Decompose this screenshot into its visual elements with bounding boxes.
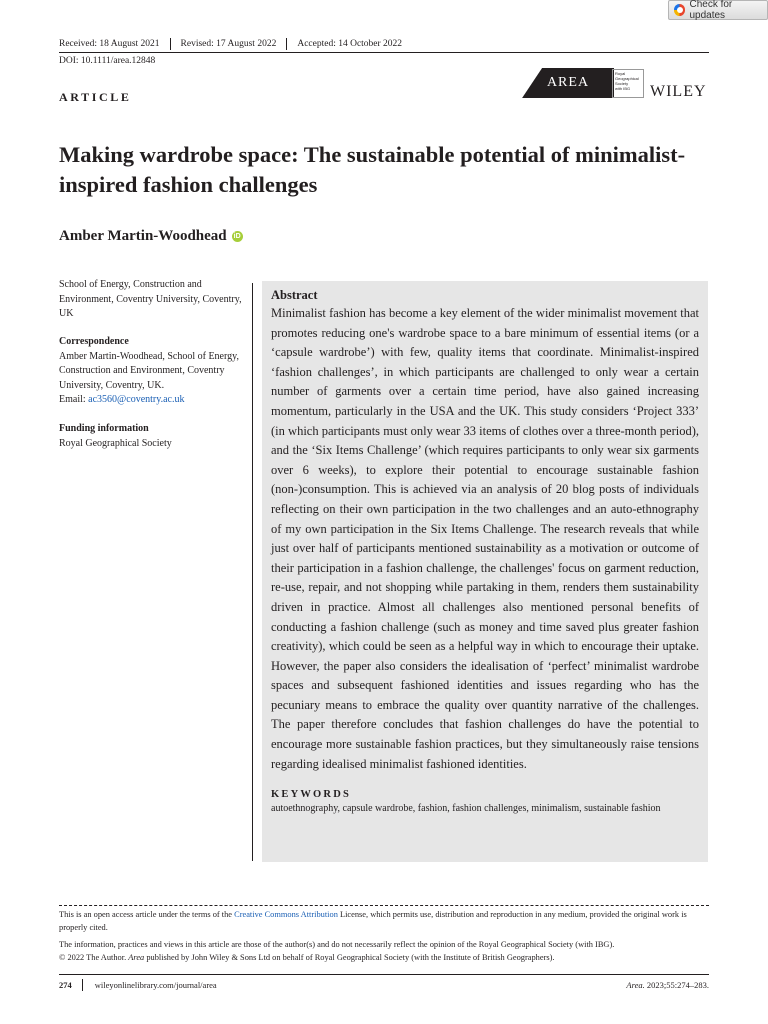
check-for-updates-label: Check for updates: [689, 0, 733, 21]
email-link[interactable]: ac3560@coventry.ac.uk: [88, 394, 185, 406]
accepted-date: Accepted: 14 October 2022: [297, 39, 403, 49]
cc-license-link[interactable]: Creative Commons Attribution: [234, 910, 338, 919]
rgs-line: Geographical: [615, 76, 639, 81]
disclaimer: [59, 939, 709, 964]
correspondence-heading: Correspondence: [59, 336, 129, 347]
author-name: Amber Martin-Woodhead: [59, 228, 227, 244]
copyright-text: © 2022 The Author.: [59, 952, 129, 962]
journal-ref-name: Area.: [626, 980, 645, 990]
area-logo-text: AREA: [546, 75, 590, 90]
rgs-line: with IBG: [615, 86, 631, 91]
correspondence-text: Amber Martin-Woodhead, School of Energy, Construction and Environment, Coventry University, Coventry, UK.: [59, 350, 239, 391]
email-label: Email:: [59, 394, 86, 406]
rgs-logo: [612, 69, 644, 98]
doi: DOI: 10.1111/area.12848: [59, 56, 156, 66]
footer-rule: [59, 974, 709, 975]
crossmark-icon: [674, 4, 685, 16]
email-line: [59, 393, 244, 408]
divider: [286, 38, 287, 50]
rgs-line: Royal: [615, 71, 626, 76]
keywords-list: autoethnography, capsule wardrobe, fashion, fashion challenges, minimalism, sustainable fashion: [271, 803, 661, 815]
license-text: License, which permits use, distribution and reproduction in any medium, provided the original work is properly cited.: [59, 910, 687, 932]
received-date: Received: 18 August 2021: [59, 39, 160, 49]
article-type-label: ARTICLE: [59, 90, 132, 104]
divider: [170, 38, 171, 50]
orcid-icon[interactable]: iD: [233, 233, 241, 240]
author-line: [59, 228, 243, 245]
journal-ref-detail: 2023;55:274–283.: [644, 980, 709, 990]
column-divider: [252, 283, 253, 861]
license-text: This is an open access article under the terms of the: [59, 910, 235, 919]
disclaimer-text: The information, practices and views in this article are those of the author(s) and do not necessarily reflect the opinion of the Royal Geographical Society (with IBG).: [59, 940, 615, 949]
divider: [82, 979, 83, 991]
header-rule: [59, 52, 709, 53]
rgs-line: Society: [615, 81, 629, 86]
keywords-heading: KEYWORDS: [271, 789, 352, 801]
funding-text: Royal Geographical Society: [59, 437, 172, 449]
funding-heading: Funding information: [59, 423, 149, 434]
footer-dashed-rule: [59, 905, 709, 906]
copyright-line: [59, 952, 709, 965]
article-title: Making wardrobe space: The sustainable potential of minimalist-inspired fashion challenges: [59, 142, 686, 197]
revised-date: Revised: 17 August 2022: [180, 39, 277, 49]
copyright-journal: Area: [128, 952, 145, 962]
area-journal-logo: [522, 68, 614, 98]
copyright-text: published by John Wiley & Sons Ltd on behalf of Royal Geographical Society (with the Institute of British Geographers).: [144, 952, 555, 962]
license-note: [59, 909, 709, 934]
check-for-updates-button[interactable]: [668, 0, 768, 20]
journal-reference: [626, 980, 709, 990]
wiley-logo: WILEY: [650, 83, 707, 100]
page-footer: [59, 979, 709, 991]
journal-url[interactable]: wileyonlinelibrary.com/journal/area: [94, 980, 217, 990]
abstract-heading: Abstract: [271, 288, 318, 302]
affiliation: School of Energy, Construction and Environment, Coventry University, Coventry, UK: [59, 279, 242, 320]
abstract-box: [262, 281, 708, 862]
page-number: 274: [59, 980, 72, 990]
abstract-text: Minimalist fashion has become a key element of the wider minimalist movement that promotes reducing one's wardrobe space to a bare minimum of essential items (or a ‘capsule wardrobe’) with few, quality items that coordinate. Minimalist-inspired ‘fashion challenges’, in which participants are challenged to only wear a certain number of garments over a certain time period, have also gained increasing momentum, particularly in the USA and the UK. This study considers ‘Project 333’ (in which participants must only wear 33 items of clothes over a three-month period), and the ‘Six Items Challenge’ (which requires participants to only wear six garments over 6 weeks), to explore their potential to encourage sustainable fashion (non-)consumption. This is achieved via an analysis of 20 blog posts of individuals reflecting on their own participation in the two challenges and an auto-ethnography of my own participation in the Six Items Challenge. The research reveals that while just over half of participants mentioned sustainability as a motivation or outcome of their participation in a fashion challenge, the challenges' focus on garment reduction, re-use, repair, and not shopping while partaking in them, renders them sustainability driven in practice. Almost all challenges also mentioned personal benefits of conducting a fashion challenge (such as money and time saved plus greater fashion creativity), which could be seen as a helpful way in which to encourage their uptake. However, the paper also considers the idealisation of ‘perfect’ minimalist wardrobe spaces and subsequent fashioned identities and issues regarding who has the pecuniary means to embrace the quality over quantity narrative of the challenges. The paper therefore concludes that fashion challenges do have the potential to encourage more sustainable fashion practices, but they simultaneously raise tensions regarding idealised minimalist fashioned identities.: [271, 306, 699, 771]
article-dates: [59, 38, 402, 50]
funding-block: [59, 422, 244, 451]
correspondence-block: [59, 335, 244, 408]
